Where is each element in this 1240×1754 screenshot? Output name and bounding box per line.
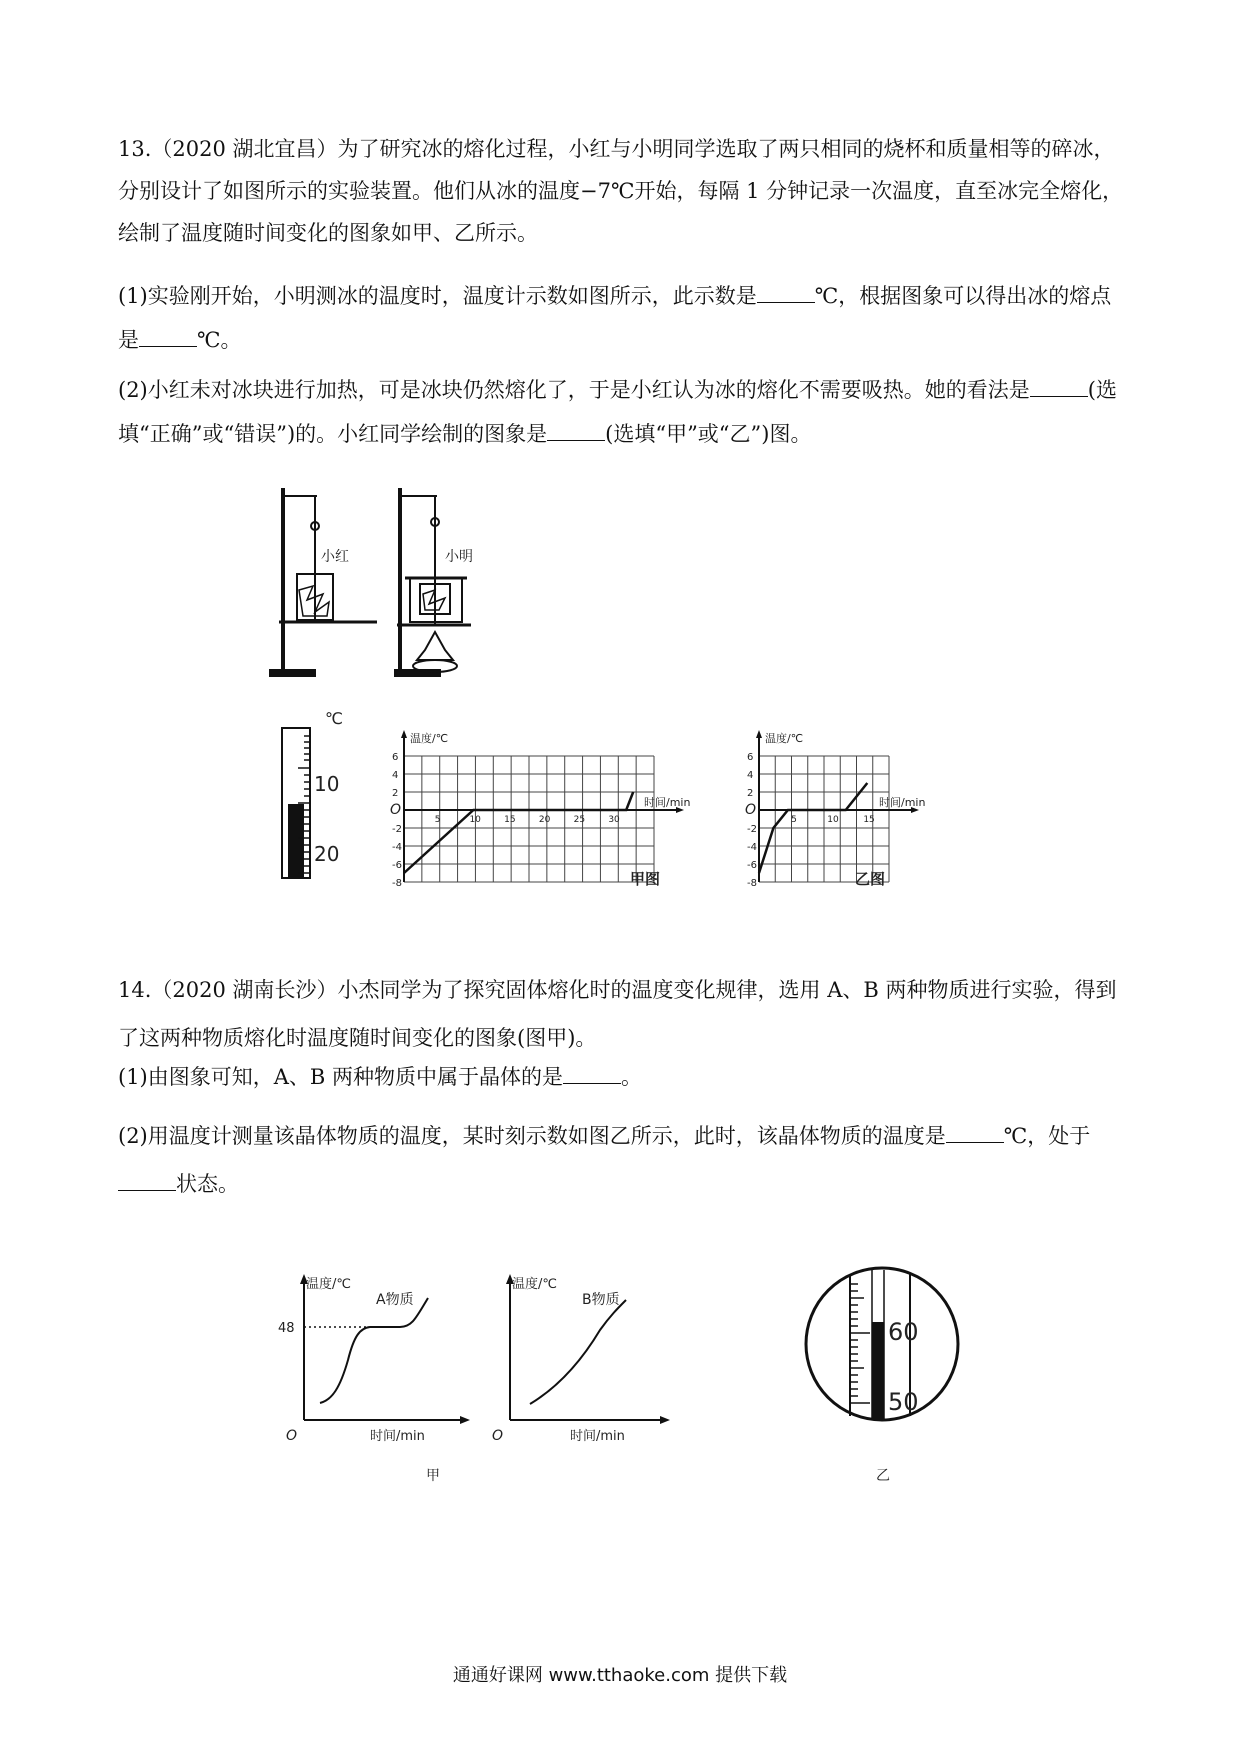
q14-part1	[118, 1062, 1128, 1092]
y-tick-label: -2	[392, 824, 402, 835]
y-tick-label: -8	[392, 878, 402, 889]
q14-intro	[118, 966, 1128, 1062]
q14-part2	[118, 1112, 1128, 1208]
a-curve	[320, 1298, 428, 1403]
q13-p1-text-c: ℃。	[197, 328, 242, 352]
b-curve	[530, 1300, 626, 1404]
y-tick-label: 2	[747, 788, 754, 799]
temperature-curve	[404, 792, 633, 873]
a-ylabel: 温度/℃	[306, 1277, 351, 1292]
q13-intro	[118, 128, 1128, 254]
x-tick-label: 15	[504, 815, 516, 825]
q13-p1-text-b: ℃，根据图象可以得出冰的熔点是	[118, 284, 1112, 352]
q14-blank-3[interactable]	[118, 1170, 176, 1191]
origin-label: O	[745, 802, 757, 818]
x-tick-label: 25	[573, 815, 586, 825]
b-x-arrow-icon	[660, 1416, 670, 1424]
a-value-48: 48	[278, 1321, 295, 1336]
q14-p1-text-b: 。	[621, 1065, 643, 1089]
q14-thermometer-zoom	[800, 1262, 970, 1484]
q13-p2-text-c: (选填“甲”或“乙”)图。	[605, 422, 812, 446]
y-axis-label: 温度/℃	[410, 732, 449, 745]
q13-blank-3[interactable]	[1030, 376, 1088, 397]
zoom-label-60: 60	[888, 1318, 919, 1346]
graph-a-substance	[270, 1270, 470, 1484]
b-xlabel: 时间/min	[570, 1429, 625, 1444]
zoom-label-50: 50	[888, 1388, 919, 1416]
y-tick-label: 2	[392, 788, 399, 799]
graph-jia	[380, 722, 710, 902]
q13-part1	[118, 274, 1128, 362]
x-axis-label: 时间/min	[644, 796, 691, 809]
y-tick-label: 6	[392, 752, 399, 763]
y-tick-label: -6	[392, 860, 402, 871]
x-tick-label: 20	[538, 815, 551, 825]
y-tick-label: -2	[747, 824, 757, 835]
thermo-label-20: 20	[314, 842, 340, 866]
q13-intro-text: 13.（2020 湖北宜昌）为了研究冰的熔化过程，小红与小明同学选取了两只相同的烧杯和质量相等的碎冰，分别设计了如图所示的实验装置。他们从冰的温度−7℃开始，每隔 1 分钟记录一次温度，直至冰完全熔化，绘制了温度随时间变化的图象如甲、乙所示。	[118, 137, 1124, 245]
x-tick-label: 5	[434, 815, 441, 825]
y-tick-label: -4	[747, 842, 757, 853]
thermometer-liquid	[288, 804, 304, 877]
y-axis-arrow-icon	[401, 730, 407, 738]
y-tick-label: 4	[747, 770, 754, 781]
y-tick-label: -8	[747, 878, 757, 889]
x-tick-label: 30	[608, 815, 620, 825]
thermo-unit: ℃	[325, 709, 343, 728]
y-tick-label: 4	[392, 770, 399, 781]
graph-title: 甲图	[630, 870, 661, 888]
x-tick-label: 15	[863, 815, 875, 825]
xiaohong-apparatus	[270, 488, 377, 676]
y-axis-arrow-icon	[756, 730, 762, 738]
graph-title: 乙图	[855, 870, 886, 888]
q13-part2	[118, 368, 1128, 456]
y-axis-label: 温度/℃	[765, 732, 804, 745]
apparatus-figure	[265, 482, 525, 682]
q13-blank-2[interactable]	[139, 326, 197, 347]
xiaoming-apparatus	[395, 488, 471, 676]
b-ylabel: 温度/℃	[512, 1277, 557, 1292]
caption-yi: 乙	[876, 1468, 890, 1484]
b-label: B物质	[582, 1292, 620, 1308]
q14-p2-text-b: ℃，处于	[1003, 1124, 1091, 1148]
b-origin: O	[492, 1428, 504, 1444]
q13-thermometer	[270, 709, 370, 882]
a-xlabel: 时间/min	[370, 1429, 425, 1444]
q14-blank-2[interactable]	[946, 1122, 1004, 1143]
x-tick-label: 10	[827, 815, 839, 825]
q13-p2-text-a: (2)小红未对冰块进行加热，可是冰块仍然熔化了，于是小红认为冰的熔化不需要吸热。她的看法是	[118, 378, 1030, 402]
x-tick-label: 10	[469, 815, 481, 825]
graph-b-substance	[470, 1270, 670, 1450]
q13-p1-text-a: (1)实验刚开始，小明测冰的温度时，温度计示数如图所示，此示数是	[118, 284, 757, 308]
graph-yi	[735, 722, 975, 902]
a-origin: O	[286, 1428, 298, 1444]
a-x-arrow-icon	[460, 1416, 470, 1424]
y-tick-label: -4	[392, 842, 402, 853]
a-label: A物质	[376, 1292, 414, 1308]
origin-label: O	[390, 802, 402, 818]
q13-p2-text-b: (选填“正确”或“错误”)的。小红同学绘制的图象是	[118, 378, 1117, 446]
caption-jia: 甲	[426, 1468, 440, 1484]
page-footer: 通通好课网 www.tthaoke.com 提供下载	[452, 1665, 788, 1686]
q13-blank-1[interactable]	[757, 282, 815, 303]
q14-p2-text-c: 状态。	[176, 1172, 239, 1196]
label-xiaoming: 小明	[445, 549, 473, 565]
q14-blank-1[interactable]	[563, 1063, 621, 1084]
q13-blank-4[interactable]	[547, 420, 605, 441]
q14-p1-text-a: (1)由图象可知，A、B 两种物质中属于晶体的是	[118, 1065, 564, 1089]
label-xiaohong: 小红	[321, 549, 349, 565]
thermo-label-10: 10	[314, 772, 340, 796]
zoom-liquid	[872, 1322, 884, 1420]
x-tick-label: 5	[791, 815, 797, 825]
y-tick-label: -6	[747, 860, 757, 871]
y-tick-label: 6	[747, 752, 754, 763]
x-axis-label: 时间/min	[879, 796, 926, 809]
q14-p2-text-a: (2)用温度计测量该晶体物质的温度，某时刻示数如图乙所示，此时，该晶体物质的温度是	[118, 1124, 946, 1148]
q14-intro-text: 14.（2020 湖南长沙）小杰同学为了探究固体熔化时的温度变化规律，选用 A、B 两种物质进行实验，得到了这两种物质熔化时温度随时间变化的图象(图甲)。	[118, 978, 1117, 1050]
